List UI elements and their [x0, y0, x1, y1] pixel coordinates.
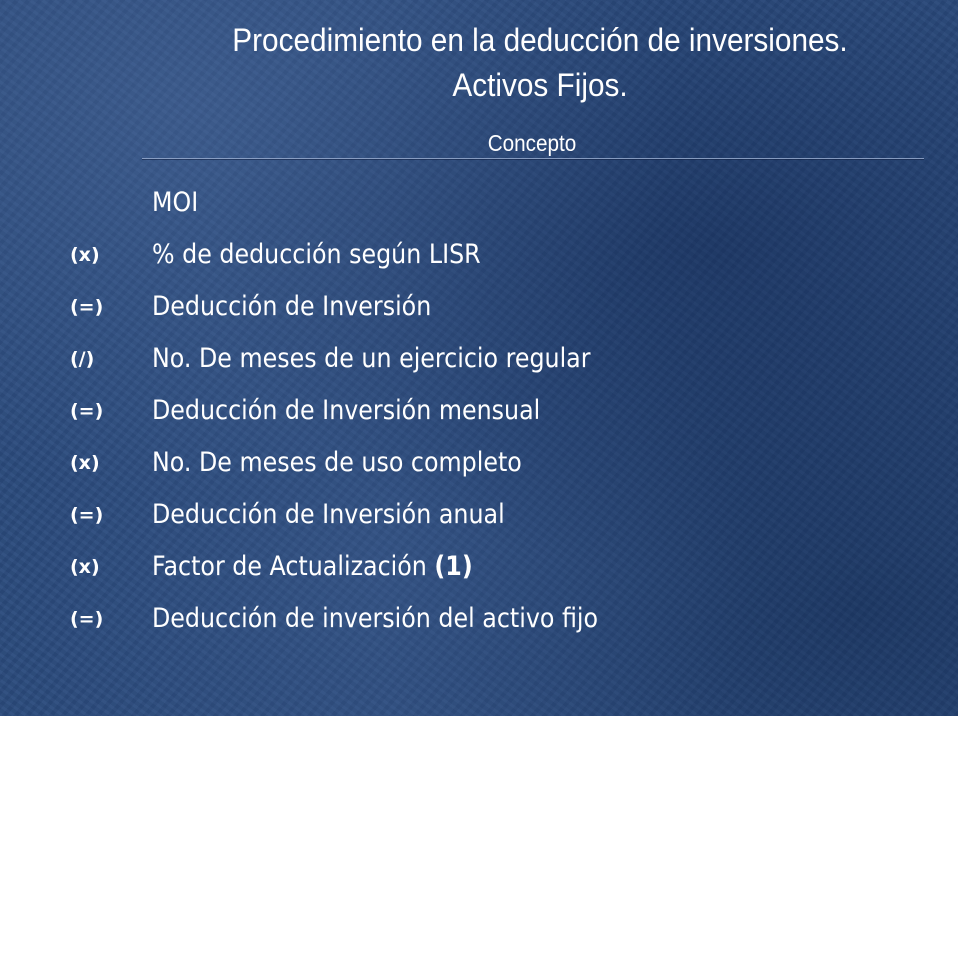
procedure-row	[0, 494, 958, 534]
slide-title	[177, 18, 902, 108]
procedure-row	[0, 390, 958, 430]
title-line-1: Procedimiento en la deducción de inversiones.	[232, 22, 848, 58]
row-operator: (x)	[70, 452, 100, 474]
procedure-row	[0, 442, 958, 482]
procedure-row	[0, 338, 958, 378]
row-operator: (=)	[70, 504, 104, 526]
row-label: Deducción de inversión del activo fijo	[152, 603, 599, 634]
row-operator: (=)	[70, 608, 104, 630]
procedure-row	[0, 182, 958, 222]
footnote-marker: (1)	[434, 551, 473, 582]
row-operator: (=)	[70, 400, 104, 422]
row-operator: (/)	[70, 348, 95, 370]
procedure-row	[0, 546, 958, 586]
header-divider	[142, 158, 924, 160]
row-label: No. De meses de uso completo	[152, 447, 522, 478]
procedure-row	[0, 286, 958, 326]
row-label: % de deducción según LISR	[152, 239, 481, 270]
procedure-row	[0, 598, 958, 638]
title-line-2: Activos Fijos.	[452, 67, 628, 103]
column-header: Concepto	[487, 130, 577, 156]
row-label: Deducción de Inversión	[152, 291, 432, 322]
row-label: Deducción de Inversión anual	[152, 499, 505, 530]
row-operator: (x)	[70, 244, 100, 266]
row-label: MOI	[152, 187, 199, 218]
row-operator: (=)	[70, 296, 104, 318]
row-label: No. De meses de un ejercicio regular	[152, 343, 591, 374]
row-label: Deducción de Inversión mensual	[152, 395, 541, 426]
row-label: Factor de Actualización (1)	[152, 551, 473, 582]
row-operator: (x)	[70, 556, 100, 578]
procedure-row	[0, 234, 958, 274]
